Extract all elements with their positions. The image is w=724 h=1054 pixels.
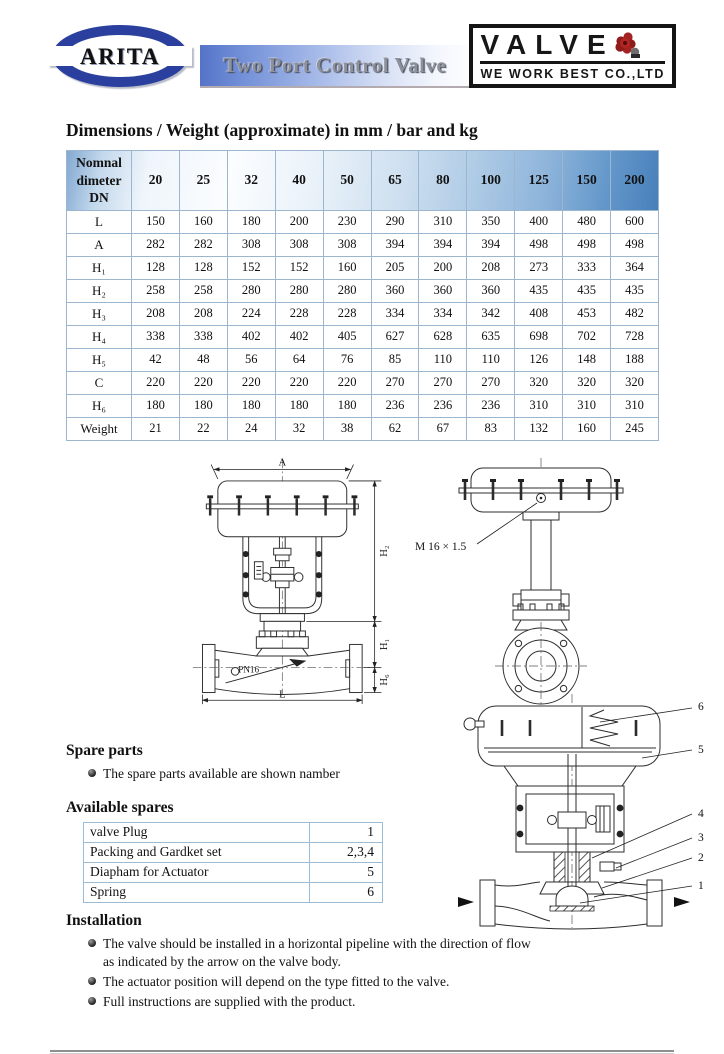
cell-value: 310: [611, 394, 659, 417]
page-header: [48, 22, 676, 96]
cell-value: 200: [275, 210, 323, 233]
corner-label-line2: dimeter DN: [76, 172, 122, 206]
column-header: 80: [419, 151, 467, 211]
side-view-drawing: [411, 454, 651, 706]
cell-value: 128: [179, 256, 227, 279]
cell-value: 270: [467, 371, 515, 394]
installation-heading: Installation: [66, 911, 142, 929]
cell-value: 208: [179, 302, 227, 325]
spares-row: [84, 862, 383, 882]
row-label: Weight: [67, 417, 132, 440]
cell-value: 310: [515, 394, 563, 417]
cell-value: 400: [515, 210, 563, 233]
cell-value: 498: [611, 233, 659, 256]
cell-value: 338: [179, 325, 227, 348]
cell-value: 230: [323, 210, 371, 233]
body-marking-label: PN16: [238, 663, 260, 674]
valve-logo-tagline: WE WORK BEST CO.,LTD: [480, 67, 665, 81]
table-row: [67, 394, 659, 417]
dim-a-label: A: [278, 457, 287, 469]
cell-value: 220: [227, 371, 275, 394]
bullet-icon: [88, 997, 96, 1005]
cell-value: 270: [419, 371, 467, 394]
cell-value: 334: [371, 302, 419, 325]
table-row: [67, 348, 659, 371]
dimensions-table-body: [67, 210, 659, 440]
row-label: H₃: [67, 302, 132, 325]
title-bar: [200, 45, 469, 88]
corner-label-line1: Nomnal: [76, 155, 122, 170]
thread-spec-label: M 16 × 1.5: [415, 540, 467, 553]
cell-value: 220: [323, 371, 371, 394]
table-row: [67, 371, 659, 394]
cell-value: 188: [611, 348, 659, 371]
cell-value: 364: [611, 256, 659, 279]
dimensions-table: [66, 150, 659, 441]
cell-value: 48: [179, 348, 227, 371]
column-header: 100: [467, 151, 515, 211]
available-spares-heading: Available spares: [66, 798, 174, 816]
spare-part-number: 1: [310, 822, 383, 842]
cell-value: 635: [467, 325, 515, 348]
spares-table-body: [84, 822, 383, 902]
flow-arrow-out: [674, 897, 690, 907]
cell-value: 62: [371, 417, 419, 440]
spare-parts-heading: Spare parts: [66, 741, 143, 759]
spare-part-name: valve Plug: [84, 822, 310, 842]
cell-value: 180: [132, 394, 180, 417]
column-header: 150: [563, 151, 611, 211]
callout-6: 6: [698, 700, 704, 713]
installation-list: [66, 935, 540, 1012]
cell-value: 180: [179, 394, 227, 417]
cell-value: 342: [467, 302, 515, 325]
spares-row: [84, 882, 383, 902]
cell-value: 702: [563, 325, 611, 348]
cell-value: 236: [467, 394, 515, 417]
cell-value: 38: [323, 417, 371, 440]
cell-value: 224: [227, 302, 275, 325]
cell-value: 308: [275, 233, 323, 256]
corner-header-cell: [67, 151, 132, 211]
cell-value: 435: [515, 279, 563, 302]
cell-value: 627: [371, 325, 419, 348]
dim-l-label: L: [279, 688, 286, 700]
cell-value: 85: [371, 348, 419, 371]
cell-value: 270: [371, 371, 419, 394]
cell-value: 360: [371, 279, 419, 302]
arita-logo: [48, 22, 192, 90]
cell-value: 350: [467, 210, 515, 233]
cell-value: 435: [611, 279, 659, 302]
column-header: 20: [132, 151, 180, 211]
dimensions-heading: Dimensions / Weight (approximate) in mm / bar and kg: [66, 120, 478, 140]
cell-value: 160: [563, 417, 611, 440]
spare-part-number: 5: [310, 862, 383, 882]
bullet-text: The actuator position will depend on the type fitted to the valve.: [103, 974, 450, 990]
cell-value: 394: [419, 233, 467, 256]
cell-value: 320: [515, 371, 563, 394]
callout-3: 3: [698, 831, 704, 844]
dim-h6-label: H₆: [379, 674, 391, 686]
spare-part-name: Packing and Gardket set: [84, 842, 310, 862]
cell-value: 334: [419, 302, 467, 325]
column-header: 50: [323, 151, 371, 211]
cell-value: 498: [515, 233, 563, 256]
table-row: [67, 279, 659, 302]
cell-value: 338: [132, 325, 180, 348]
bullet-text: Full instructions are supplied with the product.: [103, 993, 356, 1009]
cell-value: 273: [515, 256, 563, 279]
table-row: [67, 210, 659, 233]
cell-value: 408: [515, 302, 563, 325]
column-header: 125: [515, 151, 563, 211]
cell-value: 64: [275, 348, 323, 371]
cell-value: 290: [371, 210, 419, 233]
cell-value: 180: [275, 394, 323, 417]
table-row: [67, 233, 659, 256]
spare-parts-bullet-text: The spare parts available are shown namber: [103, 765, 340, 781]
cell-value: 282: [179, 233, 227, 256]
cell-value: 236: [371, 394, 419, 417]
row-label: A: [67, 233, 132, 256]
technical-drawings: [185, 454, 676, 706]
cell-value: 698: [515, 325, 563, 348]
cell-value: 320: [611, 371, 659, 394]
callout-5: 5: [698, 743, 704, 756]
table-row: [67, 256, 659, 279]
footer-rule: [50, 1050, 674, 1054]
cell-value: 76: [323, 348, 371, 371]
cell-value: 728: [611, 325, 659, 348]
bullet-text: The valve should be installed in a horizontal pipeline with the direction of flow as indicated by the arrow on the valve body.: [103, 935, 531, 970]
column-header: 25: [179, 151, 227, 211]
cell-value: 228: [275, 302, 323, 325]
row-label: H₅: [67, 348, 132, 371]
cell-value: 22: [179, 417, 227, 440]
cell-value: 280: [227, 279, 275, 302]
cell-value: 394: [467, 233, 515, 256]
cell-value: 320: [563, 371, 611, 394]
column-header: 200: [611, 151, 659, 211]
row-label: H₄: [67, 325, 132, 348]
cell-value: 220: [132, 371, 180, 394]
bullet-icon: [88, 939, 96, 947]
cell-value: 148: [563, 348, 611, 371]
cell-value: 310: [419, 210, 467, 233]
cell-value: 180: [323, 394, 371, 417]
cell-value: 402: [275, 325, 323, 348]
cell-value: 83: [467, 417, 515, 440]
row-label: H₆: [67, 394, 132, 417]
installation-bullet: [88, 935, 540, 972]
cell-value: 67: [419, 417, 467, 440]
cell-value: 110: [419, 348, 467, 371]
spare-part-name: Diapham for Actuator: [84, 862, 310, 882]
table-row: [67, 325, 659, 348]
column-header: 40: [275, 151, 323, 211]
cell-value: 402: [227, 325, 275, 348]
cell-value: 258: [132, 279, 180, 302]
row-label: H₂: [67, 279, 132, 302]
cell-value: 282: [132, 233, 180, 256]
spare-part-number: 2,3,4: [310, 842, 383, 862]
cell-value: 628: [419, 325, 467, 348]
cell-value: 360: [467, 279, 515, 302]
cell-value: 280: [323, 279, 371, 302]
valve-logo: [469, 24, 676, 88]
page-title: Two Port Control Valve: [223, 53, 447, 77]
column-header: 32: [227, 151, 275, 211]
cell-value: 56: [227, 348, 275, 371]
table-row: [67, 417, 659, 440]
cell-value: 42: [132, 348, 180, 371]
cell-value: 128: [132, 256, 180, 279]
cell-value: 32: [275, 417, 323, 440]
table-row: [67, 302, 659, 325]
cell-value: 228: [323, 302, 371, 325]
valve-logo-divider: [480, 61, 665, 64]
cell-value: 258: [179, 279, 227, 302]
bullet-icon: [88, 769, 96, 777]
column-header: 65: [371, 151, 419, 211]
front-view-drawing: [185, 454, 395, 706]
spare-part-name: Spring: [84, 882, 310, 902]
available-spares-table: [83, 822, 383, 903]
cell-value: 435: [563, 279, 611, 302]
handwheel-icon: [611, 30, 641, 60]
section-view-drawing: [450, 692, 712, 930]
cell-value: 498: [563, 233, 611, 256]
spares-row: [84, 822, 383, 842]
cell-value: 21: [132, 417, 180, 440]
valve-logo-name: VALVE: [480, 29, 615, 61]
arita-logo-text: ARITA: [80, 44, 160, 69]
cell-value: 394: [371, 233, 419, 256]
lower-section: [66, 700, 704, 1042]
cell-value: 482: [611, 302, 659, 325]
row-label: L: [67, 210, 132, 233]
cell-value: 360: [419, 279, 467, 302]
cell-value: 152: [275, 256, 323, 279]
cell-value: 220: [179, 371, 227, 394]
dimensions-header-row: [67, 151, 659, 211]
dim-h2-label: H₂: [379, 545, 391, 557]
flow-arrow-in: [458, 897, 474, 907]
spare-part-number: 6: [310, 882, 383, 902]
cell-value: 160: [179, 210, 227, 233]
spares-row: [84, 842, 383, 862]
cell-value: 200: [419, 256, 467, 279]
installation-bullet: [88, 973, 540, 992]
installation-bullet: [88, 993, 540, 1012]
cell-value: 180: [227, 210, 275, 233]
cell-value: 245: [611, 417, 659, 440]
callout-4: 4: [698, 807, 704, 820]
cell-value: 480: [563, 210, 611, 233]
cell-value: 205: [371, 256, 419, 279]
cell-value: 220: [275, 371, 323, 394]
cell-value: 280: [275, 279, 323, 302]
bullet-icon: [88, 977, 96, 985]
cell-value: 333: [563, 256, 611, 279]
cell-value: 208: [132, 302, 180, 325]
cell-value: 236: [419, 394, 467, 417]
callout-2: 2: [698, 851, 704, 864]
cell-value: 310: [563, 394, 611, 417]
row-label: H₁: [67, 256, 132, 279]
cell-value: 208: [467, 256, 515, 279]
callout-1: 1: [698, 879, 704, 892]
cell-value: 110: [467, 348, 515, 371]
cell-value: 126: [515, 348, 563, 371]
cell-value: 132: [515, 417, 563, 440]
cell-value: 308: [323, 233, 371, 256]
cell-value: 152: [227, 256, 275, 279]
dim-h1-label: H₁: [379, 638, 391, 650]
cell-value: 453: [563, 302, 611, 325]
row-label: C: [67, 371, 132, 394]
cell-value: 24: [227, 417, 275, 440]
cell-value: 150: [132, 210, 180, 233]
cell-value: 600: [611, 210, 659, 233]
cell-value: 405: [323, 325, 371, 348]
cell-value: 180: [227, 394, 275, 417]
cell-value: 308: [227, 233, 275, 256]
cell-value: 160: [323, 256, 371, 279]
